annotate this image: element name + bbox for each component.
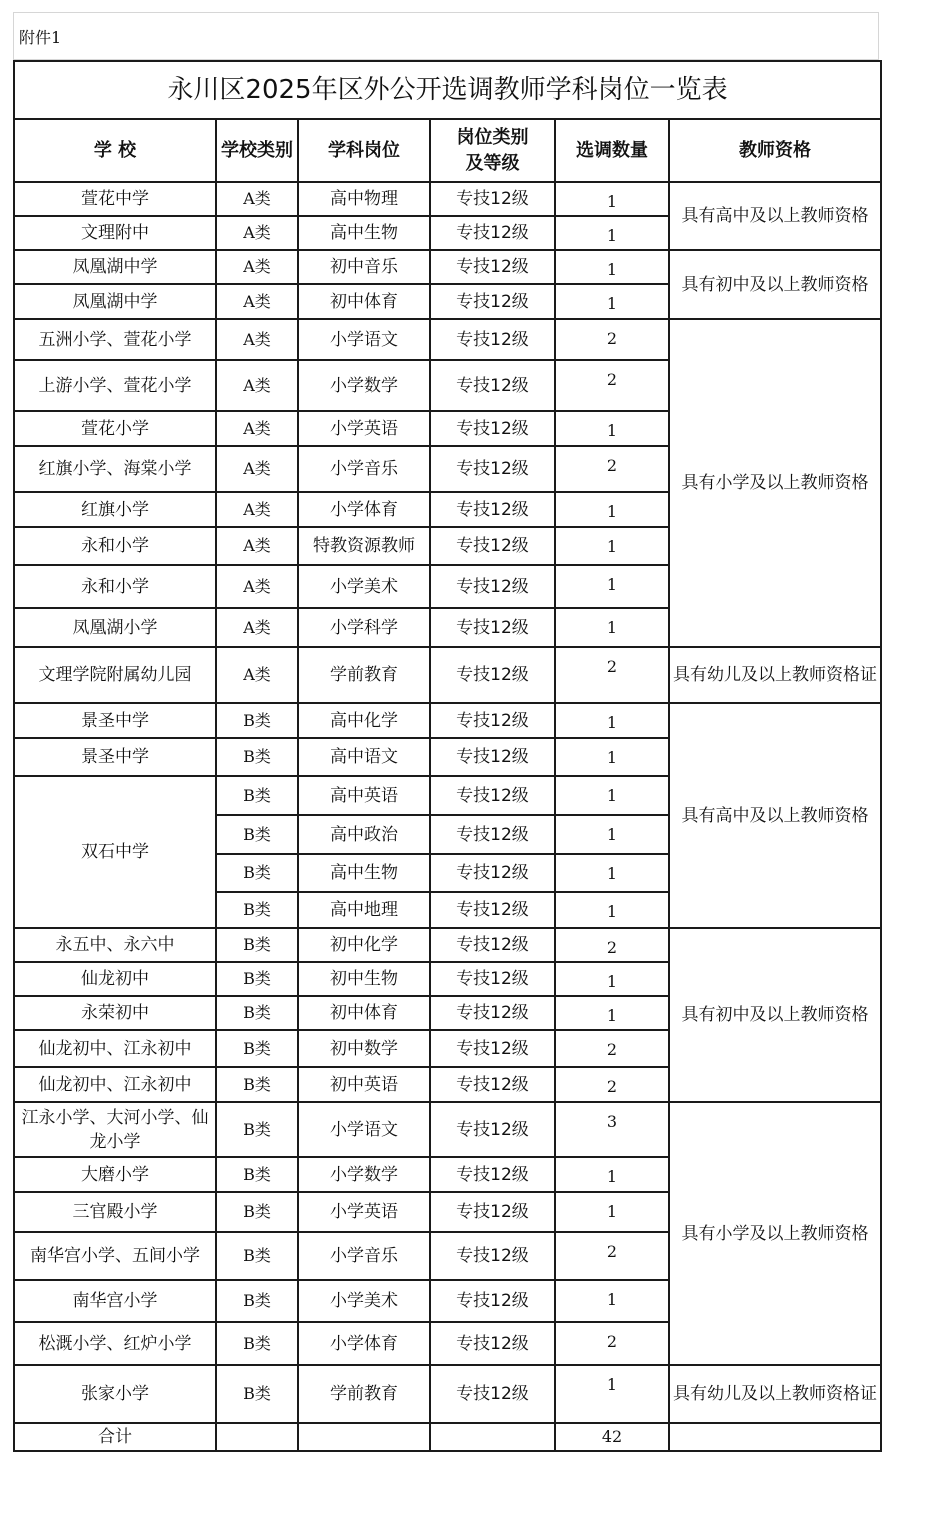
grade-cell: 专技12级 [430, 250, 555, 284]
grade-cell: 专技12级 [430, 928, 555, 962]
total-row [14, 1423, 881, 1451]
category-cell: A类 [216, 216, 298, 250]
table-row [14, 319, 881, 360]
qualification-cell: 具有初中及以上教师资格 [669, 250, 881, 319]
school-cell: 凤凰湖中学 [14, 250, 216, 284]
subject-cell: 高中政治 [298, 815, 430, 854]
school-cell: 上游小学、萱花小学 [14, 360, 216, 411]
count-cell: 1 [555, 565, 669, 608]
grade-cell: 专技12级 [430, 1102, 555, 1157]
header-subject: 学科岗位 [298, 119, 430, 182]
table-row [14, 928, 881, 962]
category-cell: A类 [216, 446, 298, 492]
grade-cell: 专技12级 [430, 1067, 555, 1102]
category-cell: B类 [216, 1280, 298, 1322]
subject-cell: 小学数学 [298, 1157, 430, 1192]
title-row [14, 61, 881, 119]
empty-cell [430, 1423, 555, 1451]
grade-cell: 专技12级 [430, 854, 555, 892]
page-title: 永川区2025年区外公开选调教师学科岗位一览表 [14, 61, 881, 119]
subject-cell: 高中生物 [298, 854, 430, 892]
count-cell: 1 [555, 815, 669, 854]
grade-cell: 专技12级 [430, 1280, 555, 1322]
grade-cell: 专技12级 [430, 776, 555, 815]
count-cell: 1 [555, 1157, 669, 1192]
subject-cell: 学前教育 [298, 647, 430, 703]
school-cell: 南华宫小学 [14, 1280, 216, 1322]
table-row [14, 182, 881, 216]
grade-cell: 专技12级 [430, 319, 555, 360]
subject-cell: 高中物理 [298, 182, 430, 216]
count-cell: 2 [555, 1232, 669, 1280]
school-cell: 景圣中学 [14, 703, 216, 738]
count-cell: 2 [555, 1030, 669, 1067]
category-cell: B类 [216, 854, 298, 892]
category-cell: B类 [216, 1322, 298, 1365]
count-cell: 1 [555, 962, 669, 996]
category-cell: B类 [216, 815, 298, 854]
table-row [14, 250, 881, 284]
grade-cell: 专技12级 [430, 492, 555, 527]
attachment-label: 附件1 [13, 12, 879, 60]
empty-cell [298, 1423, 430, 1451]
header-row [14, 119, 881, 182]
school-cell: 江永小学、大河小学、仙龙小学 [14, 1102, 216, 1157]
count-cell: 1 [555, 182, 669, 216]
grade-cell: 专技12级 [430, 182, 555, 216]
category-cell: A类 [216, 360, 298, 411]
school-cell: 大磨小学 [14, 1157, 216, 1192]
count-cell: 1 [555, 527, 669, 565]
count-cell: 1 [555, 738, 669, 776]
school-cell: 文理学院附属幼儿园 [14, 647, 216, 703]
category-cell: A类 [216, 250, 298, 284]
school-cell: 南华宫小学、五间小学 [14, 1232, 216, 1280]
empty-cell [216, 1423, 298, 1451]
count-cell: 1 [555, 216, 669, 250]
qualification-cell: 具有高中及以上教师资格 [669, 182, 881, 250]
school-cell: 景圣中学 [14, 738, 216, 776]
count-cell: 1 [555, 250, 669, 284]
count-cell: 1 [555, 492, 669, 527]
school-cell: 仙龙初中 [14, 962, 216, 996]
count-cell: 1 [555, 703, 669, 738]
table-row [14, 1102, 881, 1157]
qualification-cell: 具有幼儿及以上教师资格证 [669, 1365, 881, 1423]
subject-cell: 初中体育 [298, 284, 430, 319]
grade-cell: 专技12级 [430, 411, 555, 446]
subject-cell: 小学语文 [298, 1102, 430, 1157]
count-cell: 1 [555, 1365, 669, 1423]
category-cell: A类 [216, 527, 298, 565]
grade-cell: 专技12级 [430, 892, 555, 928]
header-count: 选调数量 [555, 119, 669, 182]
header-school: 学 校 [14, 119, 216, 182]
subject-cell: 高中语文 [298, 738, 430, 776]
school-cell: 永五中、永六中 [14, 928, 216, 962]
grade-cell: 专技12级 [430, 360, 555, 411]
count-cell: 1 [555, 1280, 669, 1322]
category-cell: B类 [216, 928, 298, 962]
subject-cell: 小学数学 [298, 360, 430, 411]
school-cell: 凤凰湖中学 [14, 284, 216, 319]
category-cell: A类 [216, 492, 298, 527]
count-cell: 1 [555, 776, 669, 815]
category-cell: B类 [216, 776, 298, 815]
subject-cell: 初中数学 [298, 1030, 430, 1067]
subject-cell: 高中化学 [298, 703, 430, 738]
subject-cell: 小学语文 [298, 319, 430, 360]
school-cell: 文理附中 [14, 216, 216, 250]
school-cell: 永和小学 [14, 565, 216, 608]
subject-cell: 特教资源教师 [298, 527, 430, 565]
grade-cell: 专技12级 [430, 1030, 555, 1067]
count-cell: 1 [555, 608, 669, 647]
subject-cell: 初中音乐 [298, 250, 430, 284]
total-label: 合计 [14, 1423, 216, 1451]
count-cell: 2 [555, 446, 669, 492]
grade-cell: 专技12级 [430, 1192, 555, 1232]
subject-cell: 小学美术 [298, 565, 430, 608]
category-cell: B类 [216, 1102, 298, 1157]
header-qualification: 教师资格 [669, 119, 881, 182]
school-cell: 张家小学 [14, 1365, 216, 1423]
subject-cell: 学前教育 [298, 1365, 430, 1423]
subject-cell: 小学英语 [298, 1192, 430, 1232]
school-cell: 双石中学 [14, 776, 216, 928]
category-cell: A类 [216, 565, 298, 608]
grade-cell: 专技12级 [430, 216, 555, 250]
grade-cell: 专技12级 [430, 738, 555, 776]
school-cell: 仙龙初中、江永初中 [14, 1067, 216, 1102]
category-cell: B类 [216, 1157, 298, 1192]
grade-cell: 专技12级 [430, 608, 555, 647]
school-cell: 萱花小学 [14, 411, 216, 446]
count-cell: 1 [555, 892, 669, 928]
school-cell: 红旗小学、海棠小学 [14, 446, 216, 492]
count-cell: 1 [555, 1192, 669, 1232]
header-grade-line1: 岗位类别 [456, 126, 529, 148]
subject-cell: 初中化学 [298, 928, 430, 962]
subject-cell: 高中英语 [298, 776, 430, 815]
category-cell: A类 [216, 647, 298, 703]
count-cell: 2 [555, 319, 669, 360]
category-cell: A类 [216, 608, 298, 647]
count-cell: 1 [555, 996, 669, 1030]
grade-cell: 专技12级 [430, 996, 555, 1030]
grade-cell: 专技12级 [430, 647, 555, 703]
grade-cell: 专技12级 [430, 703, 555, 738]
subject-cell: 小学音乐 [298, 446, 430, 492]
school-cell: 永荣初中 [14, 996, 216, 1030]
grade-cell: 专技12级 [430, 284, 555, 319]
subject-cell: 高中生物 [298, 216, 430, 250]
header-grade-line2: 及等级 [465, 152, 520, 174]
subject-cell: 初中英语 [298, 1067, 430, 1102]
qualification-cell: 具有幼儿及以上教师资格证 [669, 647, 881, 703]
header-grade [430, 119, 555, 182]
school-cell: 五洲小学、萱花小学 [14, 319, 216, 360]
qualification-cell: 具有小学及以上教师资格 [669, 319, 881, 647]
qualification-cell: 具有高中及以上教师资格 [669, 703, 881, 928]
grade-cell: 专技12级 [430, 446, 555, 492]
category-cell: B类 [216, 962, 298, 996]
subject-cell: 小学英语 [298, 411, 430, 446]
table-row [14, 1365, 881, 1423]
table-row [14, 647, 881, 703]
school-cell: 仙龙初中、江永初中 [14, 1030, 216, 1067]
count-cell: 2 [555, 928, 669, 962]
subject-cell: 高中地理 [298, 892, 430, 928]
empty-cell [669, 1423, 881, 1451]
total-count: 42 [555, 1423, 669, 1451]
category-cell: A类 [216, 284, 298, 319]
subject-cell: 小学音乐 [298, 1232, 430, 1280]
grade-cell: 专技12级 [430, 962, 555, 996]
grade-cell: 专技12级 [430, 1232, 555, 1280]
category-cell: B类 [216, 1192, 298, 1232]
count-cell: 2 [555, 360, 669, 411]
subject-cell: 初中生物 [298, 962, 430, 996]
subject-cell: 小学美术 [298, 1280, 430, 1322]
count-cell: 3 [555, 1102, 669, 1157]
grade-cell: 专技12级 [430, 565, 555, 608]
category-cell: B类 [216, 703, 298, 738]
grade-cell: 专技12级 [430, 815, 555, 854]
header-category: 学校类别 [216, 119, 298, 182]
table-row [14, 703, 881, 738]
category-cell: A类 [216, 182, 298, 216]
grade-cell: 专技12级 [430, 1322, 555, 1365]
category-cell: B类 [216, 1030, 298, 1067]
category-cell: A类 [216, 411, 298, 446]
category-cell: B类 [216, 1067, 298, 1102]
category-cell: B类 [216, 892, 298, 928]
grade-cell: 专技12级 [430, 527, 555, 565]
subject-cell: 小学科学 [298, 608, 430, 647]
qualification-cell: 具有初中及以上教师资格 [669, 928, 881, 1102]
category-cell: B类 [216, 738, 298, 776]
positions-table [13, 60, 882, 1452]
school-cell: 永和小学 [14, 527, 216, 565]
count-cell: 1 [555, 284, 669, 319]
school-cell: 萱花中学 [14, 182, 216, 216]
school-cell: 红旗小学 [14, 492, 216, 527]
school-cell: 松溉小学、红炉小学 [14, 1322, 216, 1365]
qualification-cell: 具有小学及以上教师资格 [669, 1102, 881, 1365]
grade-cell: 专技12级 [430, 1365, 555, 1423]
count-cell: 2 [555, 1067, 669, 1102]
school-cell: 三官殿小学 [14, 1192, 216, 1232]
count-cell: 2 [555, 1322, 669, 1365]
category-cell: B类 [216, 1232, 298, 1280]
school-cell: 凤凰湖小学 [14, 608, 216, 647]
count-cell: 1 [555, 854, 669, 892]
subject-cell: 小学体育 [298, 492, 430, 527]
subject-cell: 小学体育 [298, 1322, 430, 1365]
count-cell: 2 [555, 647, 669, 703]
category-cell: A类 [216, 319, 298, 360]
count-cell: 1 [555, 411, 669, 446]
grade-cell: 专技12级 [430, 1157, 555, 1192]
subject-cell: 初中体育 [298, 996, 430, 1030]
category-cell: B类 [216, 996, 298, 1030]
category-cell: B类 [216, 1365, 298, 1423]
